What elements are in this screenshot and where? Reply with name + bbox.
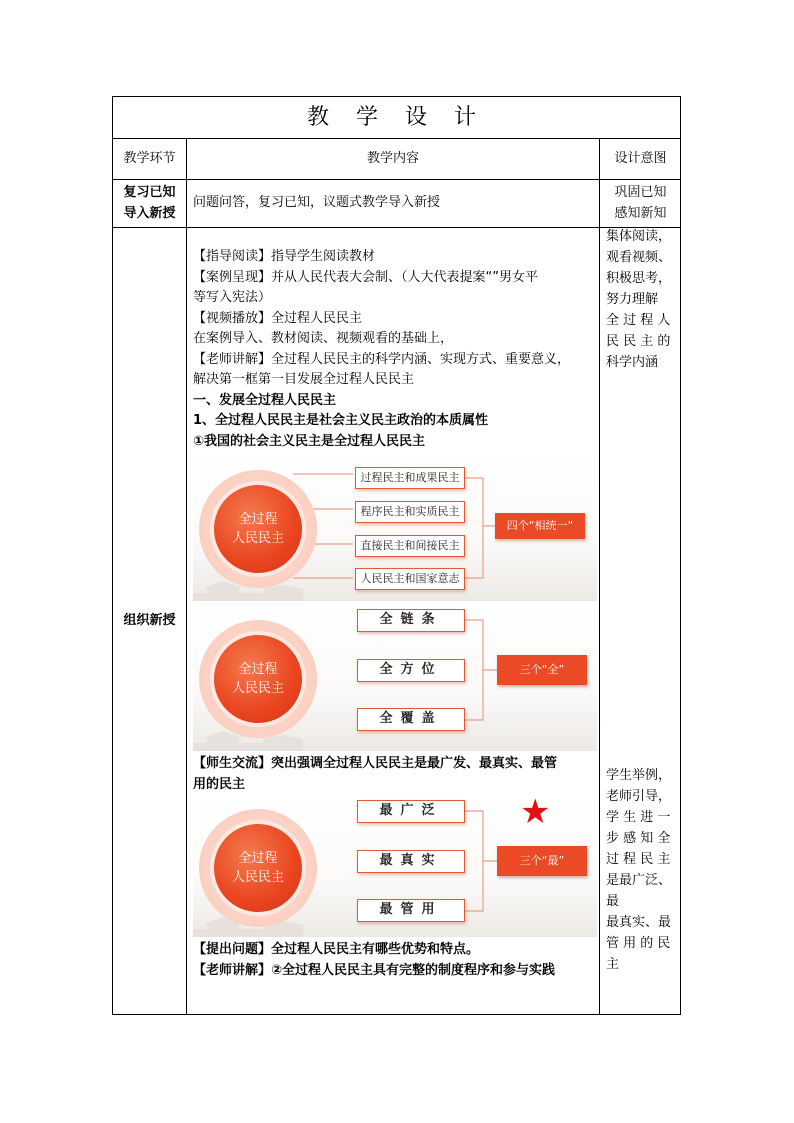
star-icon: ★ (520, 797, 551, 832)
intent-line: 学 生 进 一 (606, 810, 671, 825)
diagram-box: 全链条 (357, 609, 465, 632)
intent-line: 全 过 程 人 (606, 313, 671, 328)
diagram-four-unities (193, 454, 597, 601)
diagram-box: 程序民主和实质民主 (355, 501, 465, 523)
intent-line: 步 感 知 全 (606, 831, 671, 846)
circle-text: 人民民主 (231, 681, 284, 696)
intent-line: 管 用 的 民 (606, 936, 671, 951)
diagram-box: 过程民主和成果民主 (355, 467, 465, 489)
header-intent: 设计意图 (614, 151, 667, 166)
content-line: 【老师讲解】全过程人民民主的科学内涵、实现方式、重要意义， (193, 351, 571, 367)
diagram-box: 最广泛 (357, 800, 465, 823)
diagram-tag: 三个“全” (497, 655, 587, 685)
intent-line: 学生举例， (606, 768, 672, 783)
intent-line: 主 (606, 957, 620, 972)
row1-intent-line: 感知新知 (614, 206, 667, 221)
intent-line: 最真实、最 (606, 915, 672, 930)
table-rule (599, 138, 600, 1015)
row2-stage: 组织新授 (123, 613, 176, 628)
row1-stage-line: 导入新授 (123, 206, 176, 221)
diagram-box: 最真实 (357, 850, 465, 873)
row1-intent-line: 巩固已知 (614, 185, 667, 200)
intent-line: 积极思考， (606, 271, 672, 286)
intent-line: 集体阅读， (606, 229, 672, 244)
row1-content: 问题问答，复习已知，议题式教学导入新授 (193, 195, 441, 210)
circle-text: 人民民主 (231, 870, 284, 885)
diagram-box: 全方位 (357, 659, 465, 682)
diagram-tag: 三个“最” (497, 846, 587, 876)
content-line: 【指导阅读】指导学生阅读教材 (193, 249, 376, 264)
section-heading: 1、全过程人民民主是社会主义民主政治的本质属性 (193, 413, 489, 428)
intent-line: 努力理解 (606, 292, 659, 307)
content-line: 【案例呈现】并从人民代表大会制、（人大代表提案“”男女平 (193, 269, 538, 285)
intent-line: 是最广泛、最 (606, 873, 672, 909)
circle-text: 全过程 (238, 851, 278, 866)
circle-text: 人民民主 (231, 531, 284, 546)
table-rule (113, 179, 680, 180)
row1-stage (113, 182, 186, 224)
exchange-line: 【师生交流】突出强调全过程人民民主是最广发、最真实、最管 (193, 756, 558, 771)
content-line: 解决第一框第一目发展全过程人民民主 (193, 372, 415, 387)
section-heading: ①我国的社会主义民主是全过程人民民主 (193, 433, 426, 449)
explain-line: 【老师讲解】②全过程人民民主具有完整的制度程序和参与实践 (193, 962, 556, 978)
intent-line: 老师引导， (606, 789, 672, 804)
diagram-box: 全覆盖 (357, 708, 465, 731)
row2-content (193, 247, 599, 981)
row1-intent (600, 182, 681, 224)
header-stage: 教学环节 (123, 151, 176, 166)
page-title: 教 学 设 计 (307, 105, 486, 130)
row1-stage-line: 复习已知 (123, 185, 176, 200)
row2-intent-top (606, 226, 678, 373)
content-line: 【视频播放】全过程人民民主 (193, 310, 363, 326)
diagram-box: 最管用 (357, 899, 465, 922)
header-content: 教学内容 (366, 151, 419, 166)
content-line: 在案例导入、教材阅读、视频观看的基础上， (193, 331, 454, 346)
diagram-box: 直接民主和间接民主 (355, 535, 465, 557)
circle-text: 全过程 (238, 662, 278, 677)
intent-line: 观看视频、 (606, 250, 672, 265)
circle-label (214, 635, 302, 723)
section-heading: 一、发展全过程人民民主 (193, 392, 337, 408)
diagram-three-full (193, 604, 597, 751)
content-line: 等写入宪法） (193, 290, 272, 305)
table-rule (113, 227, 680, 228)
row2-intent-bottom (606, 765, 678, 975)
diagram-three-most (193, 797, 597, 937)
lesson-plan-table (112, 96, 681, 1015)
intent-line: 民 民 主 的 (606, 334, 671, 349)
circle-label (214, 824, 302, 912)
table-rule (186, 138, 187, 1015)
circle-text: 全过程 (238, 512, 278, 527)
circle-label (214, 485, 302, 573)
exchange-line: 用的民主 (193, 776, 246, 792)
intent-line: 科学内涵 (606, 355, 659, 370)
question-line: 【提出问题】全过程人民民主有哪些优势和特点。 (193, 942, 480, 957)
table-rule (113, 138, 680, 139)
diagram-box: 人民民主和国家意志 (355, 568, 465, 590)
intent-line: 过 程 民 主 (606, 852, 671, 867)
diagram-tag: 四个“相统一” (495, 513, 585, 539)
